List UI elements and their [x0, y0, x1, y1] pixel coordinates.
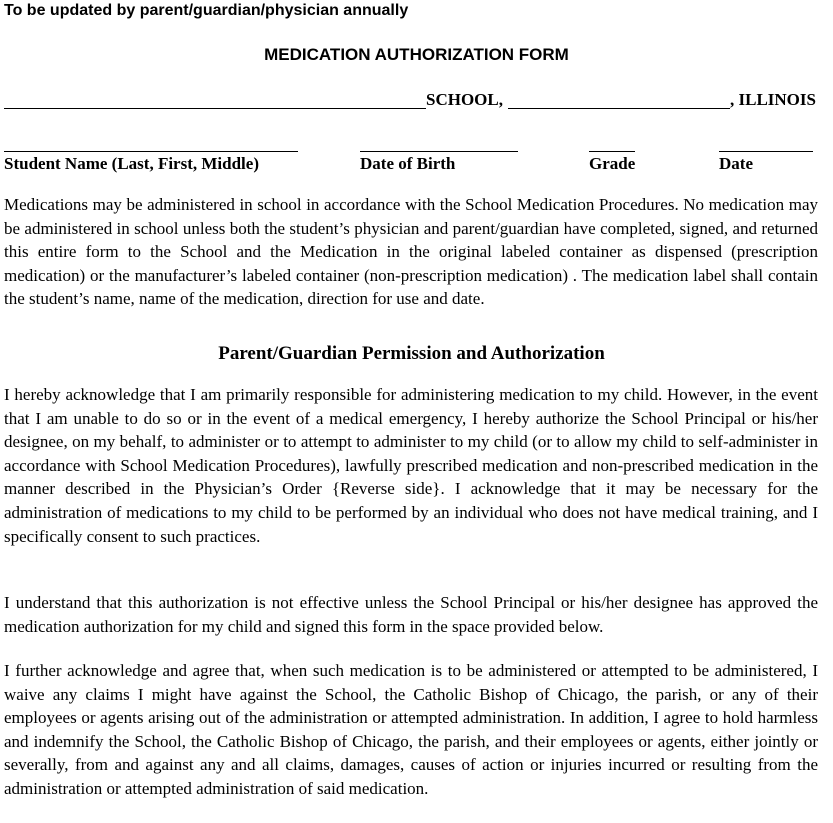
student-name-field[interactable] — [4, 151, 298, 152]
date-field[interactable] — [719, 151, 813, 152]
student-name-label: Student Name (Last, First, Middle) — [4, 154, 259, 173]
school-name-field[interactable] — [4, 108, 426, 109]
acknowledgement-paragraph: I hereby acknowledge that I am primarily responsible for administering medication to my child. However, in the event that I am unable to do so or in the event of a medical emergency, I hereby authorize the School Principal or his/her designee, on my behalf, to administer or to attempt to administer to my child (or to allow my child to self-administer in accordance with School Medication Procedures), lawfully prescribed medication and non-prescribed medication in the manner described in the Physician’s Order {Reverse side}. I acknowledge that it may be necessary for the administration of medications to my child to be performed by an individual who does not have medical training, and I specifically consent to such practices. — [4, 385, 818, 546]
grade-label: Grade — [589, 154, 636, 173]
intro-paragraph: Medications may be administered in school in accordance with the School Medication Procedures. No medication may be administered in school unless both the student’s physician and parent/guardian have completed, signed, and returned this entire form to the School and the Medication in the original labeled container as dispensed (prescription medication) or the manufacturer’s labeled container (non-prescription medication) . The medication label shall contain the student’s name, name of the medication, direction for use and date. — [4, 195, 818, 309]
section-heading: Parent/Guardian Permission and Authorization — [218, 343, 605, 364]
school-label: SCHOOL, — [426, 90, 503, 109]
date-of-birth-label: Date of Birth — [360, 154, 456, 173]
state-label: , ILLINOIS — [730, 90, 816, 109]
date-of-birth-field[interactable] — [360, 151, 518, 152]
city-field[interactable] — [508, 108, 730, 109]
form-notice: To be updated by parent/guardian/physician annually — [4, 2, 409, 19]
date-label: Date — [719, 154, 753, 173]
waiver-paragraph: I further acknowledge and agree that, when such medication is to be administered or attempted to be administered, I waive any claims I might have against the School, the Catholic Bishop of Chicago, the parish, or any of their employees or agents arising out of the administration or attempted administration. In addition, I agree to hold harmless and indemnify the School, the Catholic Bishop of Chicago, the parish, and their employees or agents, either jointly or severally, from and against any and all claims, damages, causes of action or injuries incurred or resulting from the administration or attempted administration of said medication. — [4, 661, 818, 798]
form-title: MEDICATION AUTHORIZATION FORM — [264, 45, 569, 64]
grade-field[interactable] — [589, 151, 635, 152]
authorization-paragraph: I understand that this authorization is not effective unless the School Principal or his/her designee has approved the medication authorization for my child and signed this form in the space provided below. — [4, 593, 818, 636]
